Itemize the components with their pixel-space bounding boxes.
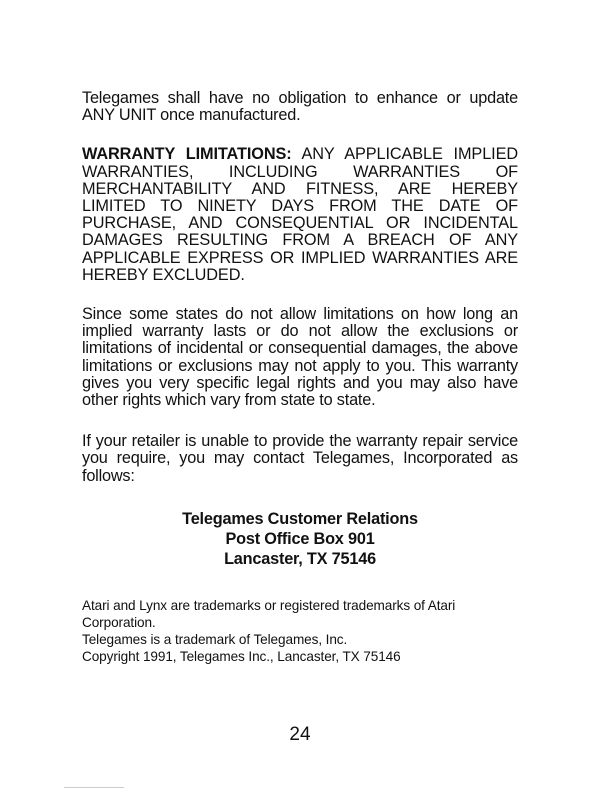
address-line-name: Telegames Customer Relations bbox=[182, 509, 418, 528]
state-rights-paragraph: Since some states do not allow limitations on how long an implied warranty lasts or do not allow the exclusions or limitations of incidental or consequential damages, the above limitations or exclusions may not apply to you. This warranty gives you very specific legal rights and you may also have other rights which vary from state to state. bbox=[82, 305, 518, 410]
contact-paragraph: If your retailer is unable to provide the warranty repair service you require, you may contact Telegames, Incorporated as follows: bbox=[82, 432, 518, 485]
warranty-limitations-paragraph bbox=[82, 146, 518, 284]
obligation-paragraph: Telegames shall have no obligation to enhance or update ANY UNIT once manufactured. bbox=[82, 89, 518, 125]
trademark-note-telegames: Telegames is a trademark of Telegames, Inc. bbox=[82, 632, 348, 648]
trademark-note-atari: Atari and Lynx are trademarks or registered trademarks of Atari Corporation. bbox=[82, 597, 456, 631]
page-content bbox=[82, 90, 518, 666]
trademark-notes bbox=[82, 597, 518, 666]
page-number: 24 bbox=[289, 724, 311, 745]
address-line-city: Lancaster, TX 75146 bbox=[224, 549, 376, 568]
customer-relations-address bbox=[82, 509, 518, 569]
warranty-limitations-body: ANY APPLICABLE IMPLIED WARRANTIES, INCLUDING WARRANTIES OF MERCHANTABILITY AND FITNESS, ARE HEREBY LIMITED TO NINETY DAYS FROM THE DATE OF PURCHASE, AND CONSEQUENTIAL OR INCIDENTAL DAMAGES RESULTING FROM A BREACH OF ANY APPLICABLE EXPRESS OR IMPLIED WARRANTIES ARE HEREBY EXCLUDED. bbox=[82, 145, 518, 284]
address-line-po-box: Post Office Box 901 bbox=[225, 529, 375, 548]
warranty-limitations-heading: WARRANTY LIMITATIONS: bbox=[82, 145, 292, 164]
bottom-edge-rule bbox=[64, 787, 124, 788]
copyright-note: Copyright 1991, Telegames Inc., Lancaster, TX 75146 bbox=[82, 649, 401, 665]
